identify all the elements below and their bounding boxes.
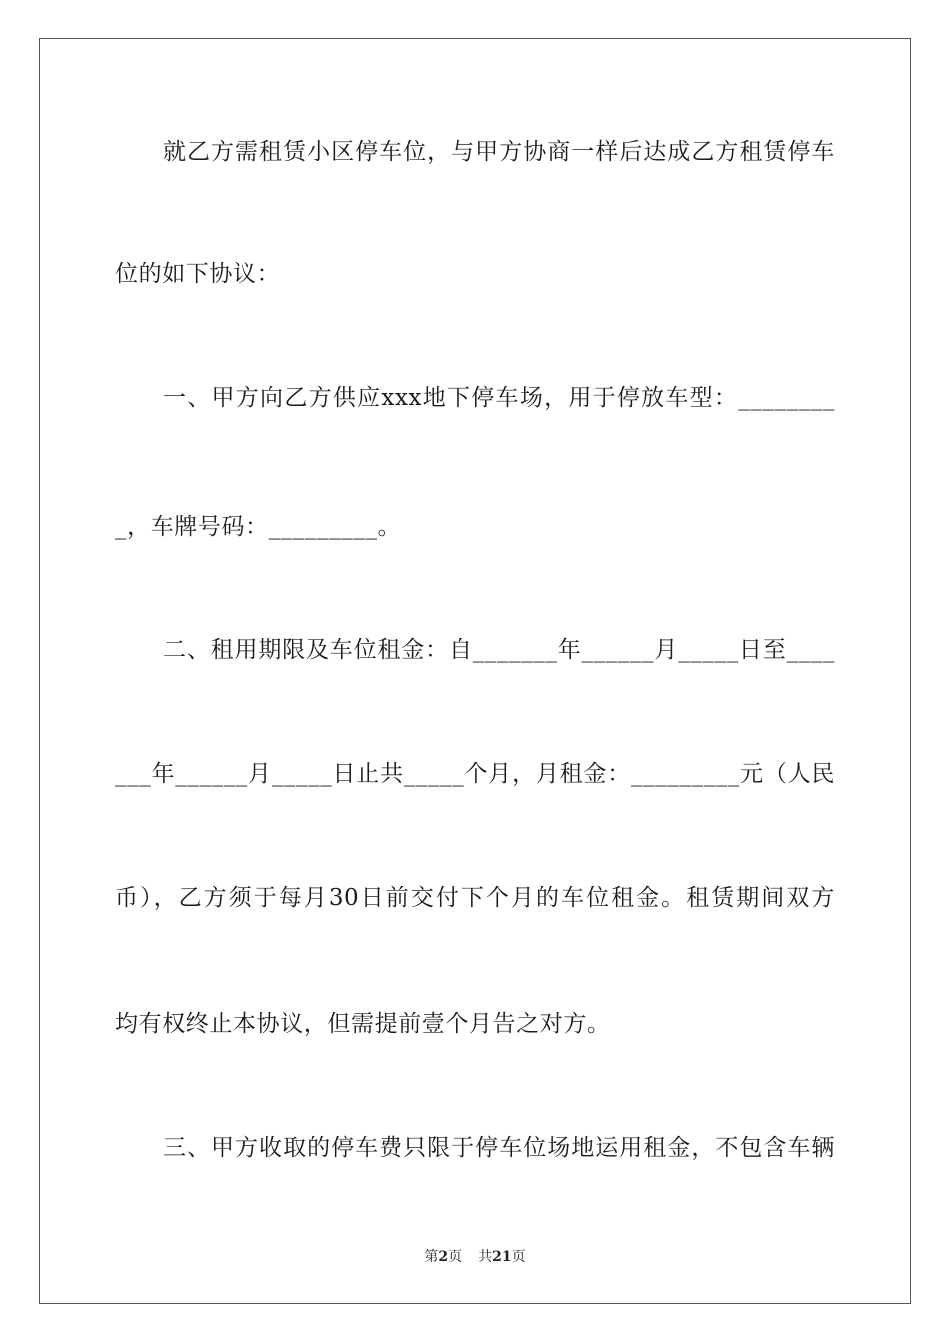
clause-two-line-2: ___年______月_____日止共_____个月，月租金：_________元（人民 — [115, 761, 835, 787]
clause-one-line-1: 一、甲方向乙方供应xxx地下停车场，用于停放车型：________ — [163, 385, 835, 411]
page-prefix: 第 — [424, 1249, 439, 1265]
total-pages: 21 — [492, 1249, 512, 1265]
clause-three-line-1: 三、甲方收取的停车费只限于停车位场地运用租金，不包含车辆 — [163, 1135, 835, 1161]
page-footer — [0, 1247, 950, 1267]
clause-two-line-3: 币），乙方须于每月30日前交付下个月的车位租金。租赁期间双方 — [115, 885, 835, 911]
paragraph-line-1: 就乙方需租赁小区停车位，与甲方协商一样后达成乙方租赁停车 — [163, 139, 835, 165]
clause-two-line-1: 二、租用期限及车位租金：自_______年______月_____日至____ — [163, 637, 835, 663]
total-prefix: 共 — [478, 1249, 493, 1265]
clause-one-line-2: _，车牌号码：_________。 — [115, 514, 402, 540]
total-suffix: 页 — [511, 1249, 526, 1265]
page-suffix: 页 — [448, 1249, 463, 1265]
clause-two-line-4: 均有权终止本协议，但需提前壹个月告之对方。 — [115, 1011, 611, 1037]
page-current: 2 — [438, 1249, 449, 1265]
page-frame — [39, 38, 911, 1304]
paragraph-line-2: 位的如下协议： — [115, 261, 281, 287]
